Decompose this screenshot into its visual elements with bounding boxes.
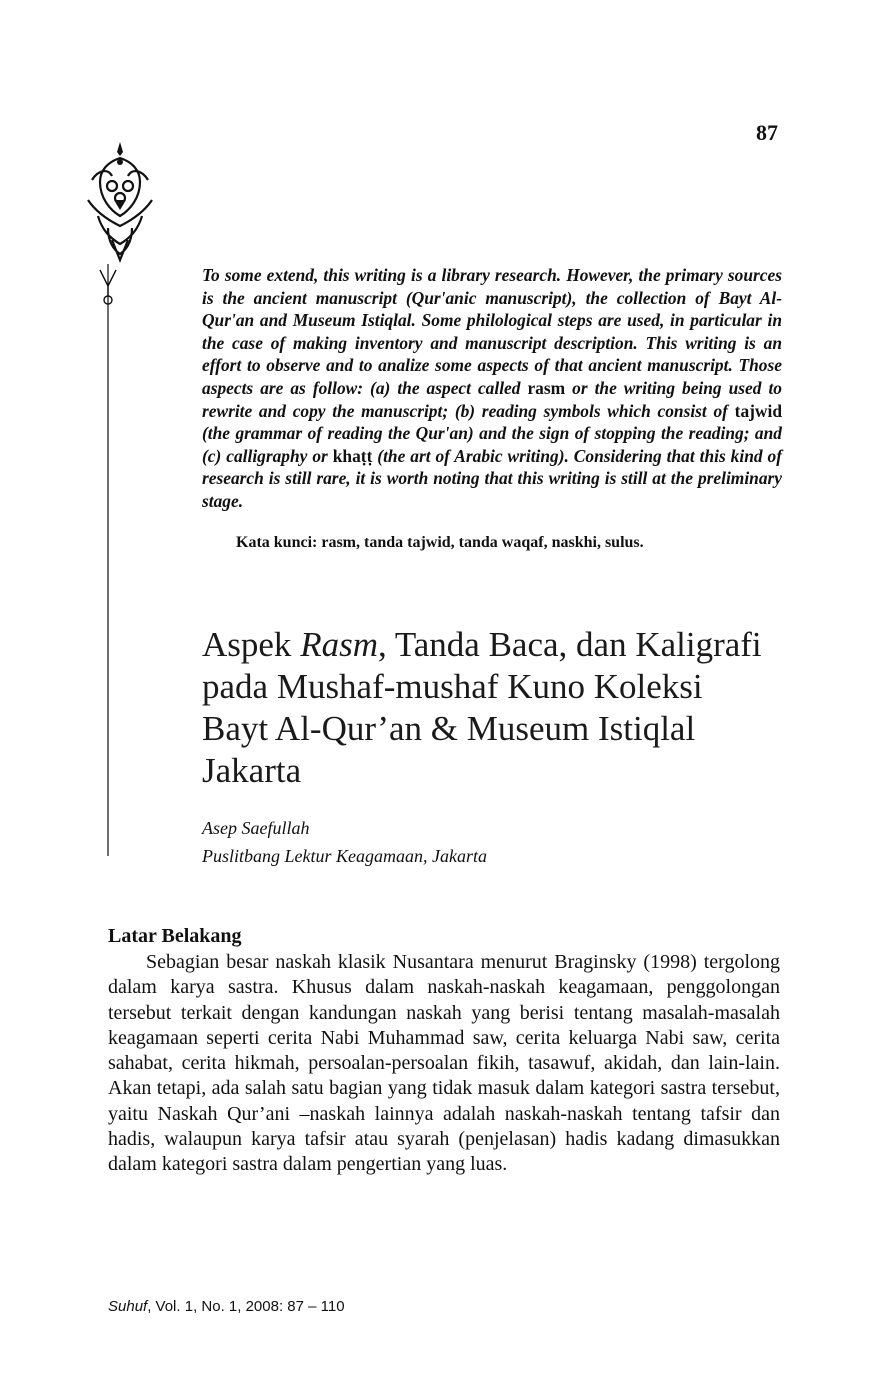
title-line-1 xyxy=(202,625,762,664)
page-number: 87 xyxy=(756,120,778,145)
title-term-rasm: Rasm xyxy=(300,625,378,664)
section-heading: Latar Belakang xyxy=(108,925,242,947)
term-khatt: khaṭṭ xyxy=(332,445,373,466)
keywords: Kata kunci: rasm, tanda tajwid, tanda waqaf, naskhi, sulus. xyxy=(236,534,644,551)
floral-ornament-icon xyxy=(78,140,158,870)
title-text: Aspek xyxy=(202,625,301,664)
body-paragraph: Sebagian besar naskah klasik Nusantara menurut Braginsky (1998) tergolong dalam karya sastra. Khusus dalam naskah-naskah keagamaan, penggolongan tersebut terkait dengan kandungan naskah yang berisi tentang masalah-masalah keagamaan seperti cerita Nabi Muhammad saw, cerita keluarga Nabi saw, cerita sahabat, cerita hikmah, persoalan-persoalan fikih, tasawuf, akidah, dan lain-lain. Akan tetapi, ada salah satu bagian yang tidak masuk dalam kategori sastra tersebut, yaitu Naskah Qur’ani –naskah lainnya adalah naskah-naskah tentang tafsir dan hadis, walaupun karya tafsir atau syarah (penjelasan) hadis kadang dimasukkan dalam kategori sastra dalam pengertian yang luas. xyxy=(108,951,780,1176)
author-name: Asep Saefullah xyxy=(202,818,310,838)
title-text: , Tanda Baca, dan Kaligrafi xyxy=(377,625,762,664)
abstract-text: (the grammar of reading the Qur'an) and the sign of stopping the reading; and (c) calligraphy or xyxy=(202,423,782,466)
term-tajwid: tajwid xyxy=(734,400,782,421)
abstract xyxy=(202,264,782,513)
abstract-text: To some extend, this writing is a library research. However, the primary sources is the ancient manuscript (Qur'anic manuscript), the collection of Bayt Al-Qur'an and Museum Istiqlal. Some philological steps are used, in particular in the case of making inventory and manuscript description. This writing is an effort to observe and to analize some aspects of that ancient manuscript. Those aspects are as follow: (a) the aspect called xyxy=(202,265,782,398)
journal-name: Suhuf xyxy=(108,1298,148,1315)
abstract-text: or the writing being used to rewrite and copy the manuscript; (b) reading symbols which consist of xyxy=(202,377,782,421)
author-affiliation: Puslitbang Lektur Keagamaan, Jakarta xyxy=(202,846,487,866)
author-block xyxy=(202,814,487,870)
term-rasm: rasm xyxy=(527,377,566,398)
citation-details: , Vol. 1, No. 1, 2008: 87 – 110 xyxy=(147,1298,345,1315)
title-line-2: pada Mushaf-mushaf Kuno Koleksi xyxy=(202,667,703,706)
title-line-3: Bayt Al-Qur’an & Museum Istiqlal xyxy=(202,709,696,748)
abstract-text: (the art of Arabic writing). Considering that this kind of research is still rare, it is worth noting that this writing is still at the preliminary stage. xyxy=(202,445,782,511)
footer-citation xyxy=(108,1298,345,1315)
title-line-4: Jakarta xyxy=(202,751,302,790)
article-title xyxy=(202,624,762,792)
